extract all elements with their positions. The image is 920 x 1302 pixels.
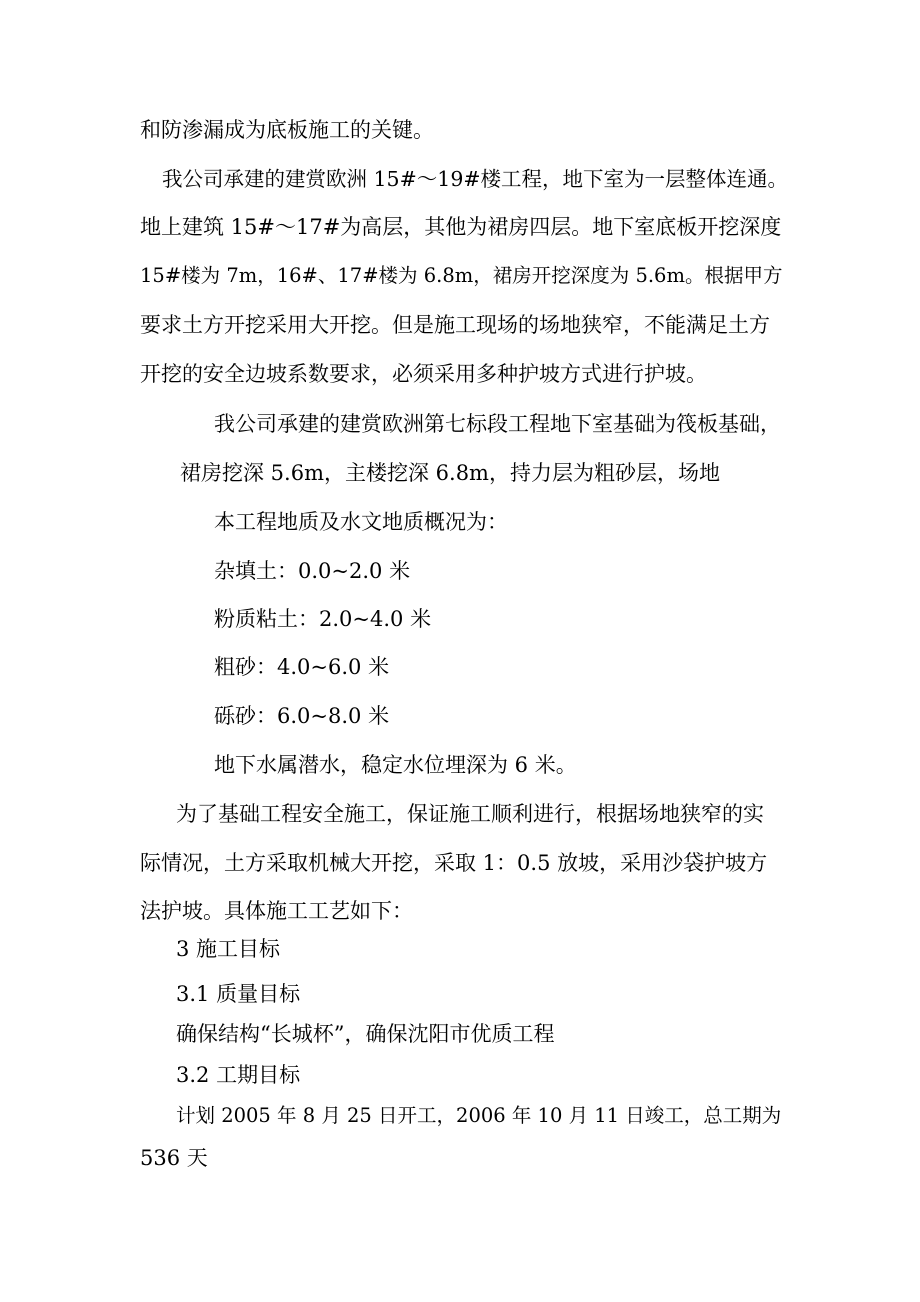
paragraph-line: 计划 2005 年 8 月 25 日开工，2006 年 10 月 11 日竣工，总工期为 (176, 1104, 782, 1127)
subsection-heading: 3.2 工期目标 (176, 1063, 301, 1087)
soil-layer-line: 杂填土：0.0~2.0 米 (214, 559, 411, 583)
paragraph-line: 开挖的安全边坡系数要求，必须采用多种护坡方式进行护坡。 (140, 362, 707, 386)
paragraph-line: 536 天 (140, 1146, 208, 1170)
paragraph-line: 本工程地质及水文地质概况为： (214, 510, 508, 534)
soil-layer-line: 粗砂：4.0~6.0 米 (214, 655, 390, 679)
paragraph-line: 法护坡。具体施工工艺如下： (140, 899, 413, 923)
paragraph-line: 为了基础工程安全施工，保证施工顺利进行，根据场地狭窄的实 (176, 802, 764, 826)
paragraph-line: 要求土方开挖采用大开挖。但是施工现场的场地狭窄，不能满足土方 (140, 313, 770, 337)
section-heading: 3 施工目标 (176, 937, 281, 961)
subsection-heading: 3.1 质量目标 (176, 982, 301, 1006)
paragraph-line: 确保结构“长城杯”，确保沈阳市优质工程 (176, 1022, 555, 1046)
paragraph-line: 裙房挖深 5.6m，主楼挖深 6.8m，持力层为粗砂层，场地 (180, 461, 720, 485)
paragraph-line: 地上建筑 15#～17#为高层，其他为裙房四层。地下室底板开挖深度 (140, 215, 782, 239)
paragraph-line: 我公司承建的建赏欧洲 15#～19#楼工程，地下室为一层整体连通。 (162, 167, 789, 191)
soil-layer-line: 砾砂：6.0~8.0 米 (214, 704, 390, 728)
paragraph-line: 和防渗漏成为底板施工的关键。 (140, 118, 434, 142)
paragraph-line: 际情况，土方采取机械大开挖，采取 1：0.5 放坡，采用沙袋护坡方 (140, 851, 768, 875)
paragraph-line: 地下水属潜水，稳定水位埋深为 6 米。 (214, 753, 577, 777)
paragraph-line: 15#楼为 7m，16#、17#楼为 6.8m，裙房开挖深度为 5.6m。根据甲方 (140, 264, 783, 287)
paragraph-line: 我公司承建的建赏欧洲第七标段工程地下室基础为筏板基础， (214, 412, 781, 436)
soil-layer-line: 粉质粘土：2.0~4.0 米 (214, 607, 432, 631)
